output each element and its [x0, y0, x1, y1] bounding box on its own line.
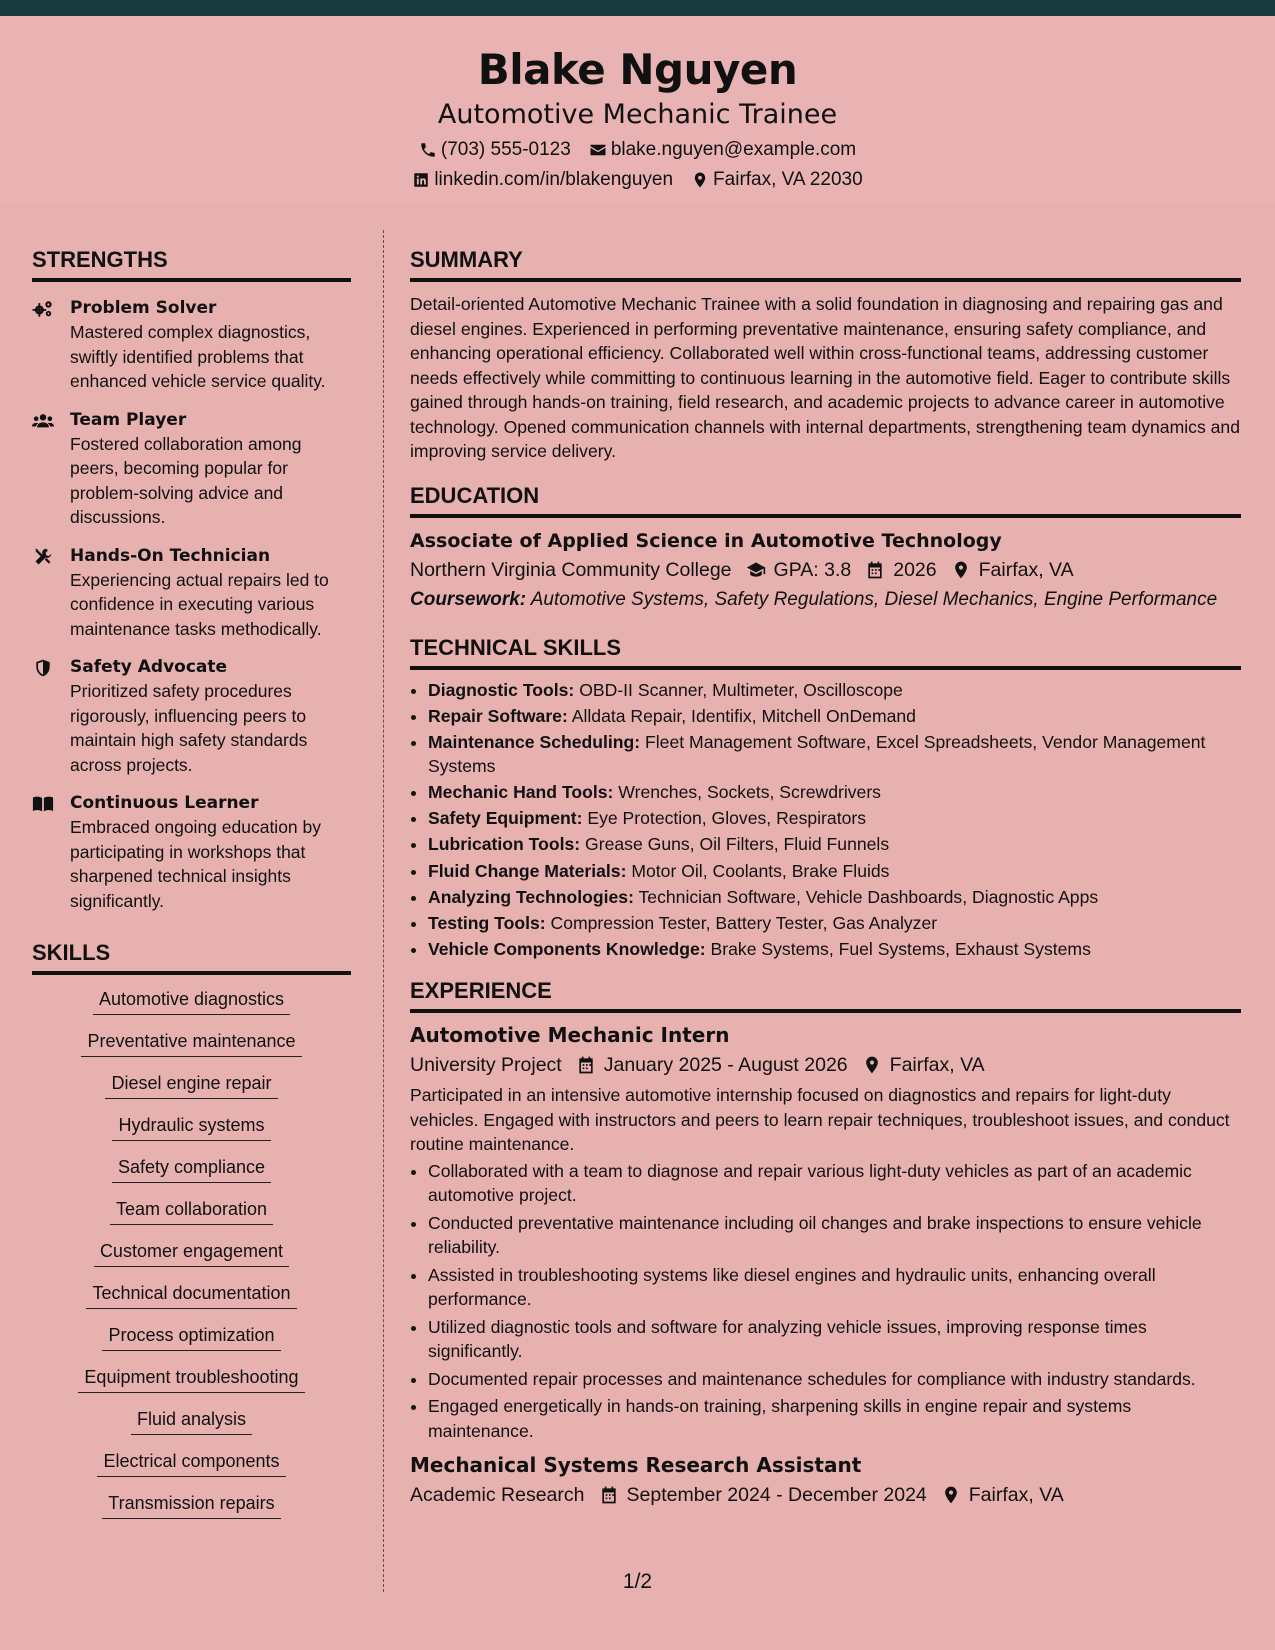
linkedin-text: linkedin.com/in/blakenguyen — [434, 169, 674, 190]
calendar-icon — [599, 1485, 619, 1505]
right-column — [410, 246, 1241, 1509]
tech-skill-label: Analyzing Technologies: — [428, 886, 634, 907]
strength-desc: Fostered collaboration among peers, becoming popular for problem-solving advice and discussions. — [70, 433, 302, 527]
list-item: • Collaborated with a team to diagnose and repair various light-duty vehicles as part of an academic automotive project. — [428, 1159, 1241, 1208]
job-title: Mechanical Systems Research Assistant — [410, 1453, 862, 1478]
candidate-name: Blake Nguyen — [477, 45, 798, 94]
technical-skills-heading: TECHNICAL SKILLS — [410, 634, 1241, 670]
top-accent-bar — [0, 0, 1275, 16]
map-pin-icon — [941, 1485, 961, 1505]
tech-skill-label: Repair Software: — [428, 705, 568, 726]
calendar-icon — [576, 1055, 596, 1075]
strength-desc: Embraced ongoing education by participating in workshops that sharpened technical insights significantly. — [70, 817, 322, 911]
skill-tag: Hydraulic systems — [112, 1113, 270, 1141]
skill-tag: Safety compliance — [112, 1155, 271, 1183]
phone-text: (703) 555-0123 — [440, 139, 571, 160]
job-title: Automotive Mechanic Intern — [410, 1023, 730, 1048]
education-coursework — [410, 588, 1241, 612]
tools-icon — [32, 547, 54, 567]
tech-skill-value: Wrenches, Sockets, Screwdrivers — [618, 782, 881, 803]
strength-item — [32, 296, 351, 394]
tech-skill-value: Fleet Management Software, Excel Spreadsheets, Vendor Management Systems — [428, 731, 1206, 777]
shield-icon — [32, 658, 54, 678]
list-item: • Utilized diagnostic tools and software for analyzing vehicle issues, improving response times significantly. — [428, 1315, 1241, 1364]
tech-skill-value: Motor Oil, Coolants, Brake Fluids — [631, 860, 890, 881]
list-item — [428, 859, 1241, 884]
experience-entry — [410, 1451, 1241, 1509]
skill-tag: Customer engagement — [94, 1239, 289, 1267]
gears-icon — [32, 299, 54, 319]
map-pin-icon — [862, 1055, 882, 1075]
column-divider — [383, 230, 384, 1592]
skill-tag: Team collaboration — [110, 1197, 273, 1225]
location-text: Fairfax, VA 22030 — [713, 169, 863, 190]
skill-tag: Fluid analysis — [131, 1407, 252, 1435]
skill-tag: Automotive diagnostics — [93, 987, 290, 1015]
strength-item — [32, 655, 351, 777]
strength-title: Problem Solver — [70, 298, 217, 318]
job-org: University Project — [410, 1054, 562, 1077]
list-item — [428, 806, 1241, 831]
education-school: Northern Virginia Community College — [410, 558, 732, 581]
strength-title: Team Player — [70, 409, 187, 430]
strength-desc: Experiencing actual repairs led to confidence in executing various maintenance tasks methodically. — [70, 569, 329, 639]
contact-row-2 — [0, 168, 1275, 192]
phone-icon — [419, 141, 437, 159]
list-item — [428, 704, 1241, 729]
tech-skill-label: Lubrication Tools: — [428, 834, 581, 855]
strength-item — [32, 544, 351, 642]
job-location: Fairfax, VA — [889, 1054, 985, 1077]
job-dates: January 2025 - August 2026 — [603, 1054, 848, 1077]
list-item: • Assisted in troubleshooting systems like diesel engines and hydraulic units, enhancing overall performance. — [428, 1263, 1241, 1312]
tech-skill-label: Vehicle Components Knowledge: — [428, 938, 706, 959]
strength-title: Safety Advocate — [70, 657, 228, 677]
tech-skill-value: Compression Tester, Battery Tester, Gas Analyzer — [550, 912, 938, 933]
job-org: Academic Research — [410, 1484, 585, 1507]
strength-title: Hands-On Technician — [70, 545, 271, 566]
tech-skill-value: Eye Protection, Gloves, Respirators — [587, 808, 867, 829]
list-item: • Documented repair processes and maintenance schedules for compliance with industry standards. — [428, 1367, 1241, 1392]
tech-skill-label: Diagnostic Tools: — [428, 679, 575, 700]
skill-tag: Technical documentation — [86, 1281, 296, 1309]
job-dates: September 2024 - December 2024 — [626, 1484, 927, 1507]
page-number: 1/2 — [622, 1570, 653, 1593]
job-meta — [410, 1051, 1241, 1079]
map-pin-icon — [691, 171, 709, 189]
tech-skill-value: Technician Software, Vehicle Dashboards, Diagnostic Apps — [638, 886, 1099, 907]
education-heading: EDUCATION — [410, 482, 1241, 518]
skill-tag: Diesel engine repair — [105, 1071, 277, 1099]
graduation-cap-icon — [746, 560, 766, 580]
location-contact — [691, 168, 863, 192]
list-item — [428, 911, 1241, 936]
list-item — [428, 678, 1241, 703]
job-meta — [410, 1481, 1241, 1509]
phone-contact[interactable] — [419, 138, 571, 162]
summary-heading: SUMMARY — [410, 246, 1241, 282]
list-item — [428, 832, 1241, 857]
education-location: Fairfax, VA — [978, 558, 1074, 581]
tech-skill-label: Mechanic Hand Tools: — [428, 782, 614, 803]
tech-skill-value: OBD-II Scanner, Multimeter, Oscilloscope — [579, 679, 903, 700]
skill-tag: Process optimization — [102, 1323, 280, 1351]
skills-list — [32, 987, 351, 1533]
coursework-text: Automotive Systems, Safety Regulations, Diesel Mechanics, Engine Performance — [530, 588, 1218, 610]
calendar-icon — [865, 560, 885, 580]
job-description: Participated in an intensive automotive internship focused on diagnostics and repairs for light-duty vehicles. Engaged with instructors and peers to learn repair techniques, troubleshoot issues, and conduct routine maintenance. — [410, 1085, 1230, 1155]
strength-desc: Prioritized safety procedures rigorously, influencing peers to maintain high safety standards across projects. — [70, 681, 308, 775]
list-item — [428, 885, 1241, 910]
strength-item — [32, 791, 351, 913]
map-pin-icon — [951, 560, 971, 580]
job-bullets — [410, 1159, 1241, 1444]
tech-skill-label: Maintenance Scheduling: — [428, 731, 641, 752]
contact-row-1 — [0, 138, 1275, 162]
envelope-icon — [589, 141, 607, 159]
skill-tag: Equipment troubleshooting — [78, 1365, 304, 1393]
linkedin-contact[interactable] — [412, 168, 673, 192]
education-meta — [410, 556, 1241, 584]
email-text: blake.nguyen@example.com — [610, 139, 857, 160]
experience-entry — [410, 1021, 1241, 1443]
technical-skills-list — [410, 678, 1241, 962]
tech-skill-label: Fluid Change Materials: — [428, 860, 627, 881]
list-item — [428, 730, 1241, 779]
list-item — [428, 780, 1241, 805]
list-item: • Engaged energetically in hands-on training, sharpening skills in engine repair and systems maintenance. — [428, 1394, 1241, 1443]
strength-item — [32, 408, 351, 530]
experience-heading: EXPERIENCE — [410, 977, 1241, 1013]
skill-tag: Electrical components — [97, 1449, 285, 1477]
users-icon — [32, 411, 54, 431]
list-item: • Conducted preventative maintenance including oil changes and brake inspections to ensure vehicle reliability. — [428, 1211, 1241, 1260]
education-year: 2026 — [893, 558, 937, 581]
education-degree: Associate of Applied Science in Automotive Technology — [410, 529, 1002, 552]
strengths-heading: STRENGTHS — [32, 246, 351, 282]
book-icon — [32, 794, 54, 814]
tech-skill-label: Testing Tools: — [428, 912, 546, 933]
tech-skill-value: Alldata Repair, Identifix, Mitchell OnDemand — [571, 705, 916, 726]
skill-tag: Preventative maintenance — [81, 1029, 301, 1057]
summary-text: Detail-oriented Automotive Mechanic Trainee with a solid foundation in diagnosing and repairing gas and diesel engines. Experienced in performing preventative maintenance, ensuring safety compliance, and enhancing operational efficiency. Collaborated well within cross-functional teams, addressing customer needs effectively while committing to continuous learning in the automotive field. Eager to contribute skills gained through hands-on training, field research, and academic projects to advance career in automotive technology. Opened communication channels with internal departments, strengthening team dynamics and improving service delivery. — [410, 294, 1240, 461]
tech-skill-value: Grease Guns, Oil Filters, Fluid Funnels — [585, 834, 890, 855]
list-item — [428, 937, 1241, 962]
candidate-title: Automotive Mechanic Trainee — [437, 99, 838, 130]
education-gpa: GPA: 3.8 — [773, 558, 852, 581]
strength-title: Continuous Learner — [70, 793, 259, 813]
email-contact[interactable] — [589, 138, 856, 162]
coursework-label: Coursework: — [410, 588, 527, 610]
skills-heading: SKILLS — [32, 939, 351, 975]
linkedin-icon — [412, 171, 430, 189]
skill-tag: Transmission repairs — [102, 1491, 280, 1519]
strength-desc: Mastered complex diagnostics, swiftly identified problems that enhanced vehicle service quality. — [70, 322, 326, 391]
left-column — [32, 246, 351, 1533]
job-location: Fairfax, VA — [968, 1484, 1064, 1507]
tech-skill-label: Safety Equipment: — [428, 808, 583, 829]
tech-skill-value: Brake Systems, Fuel Systems, Exhaust Systems — [710, 938, 1091, 959]
resume-header — [0, 16, 1275, 204]
